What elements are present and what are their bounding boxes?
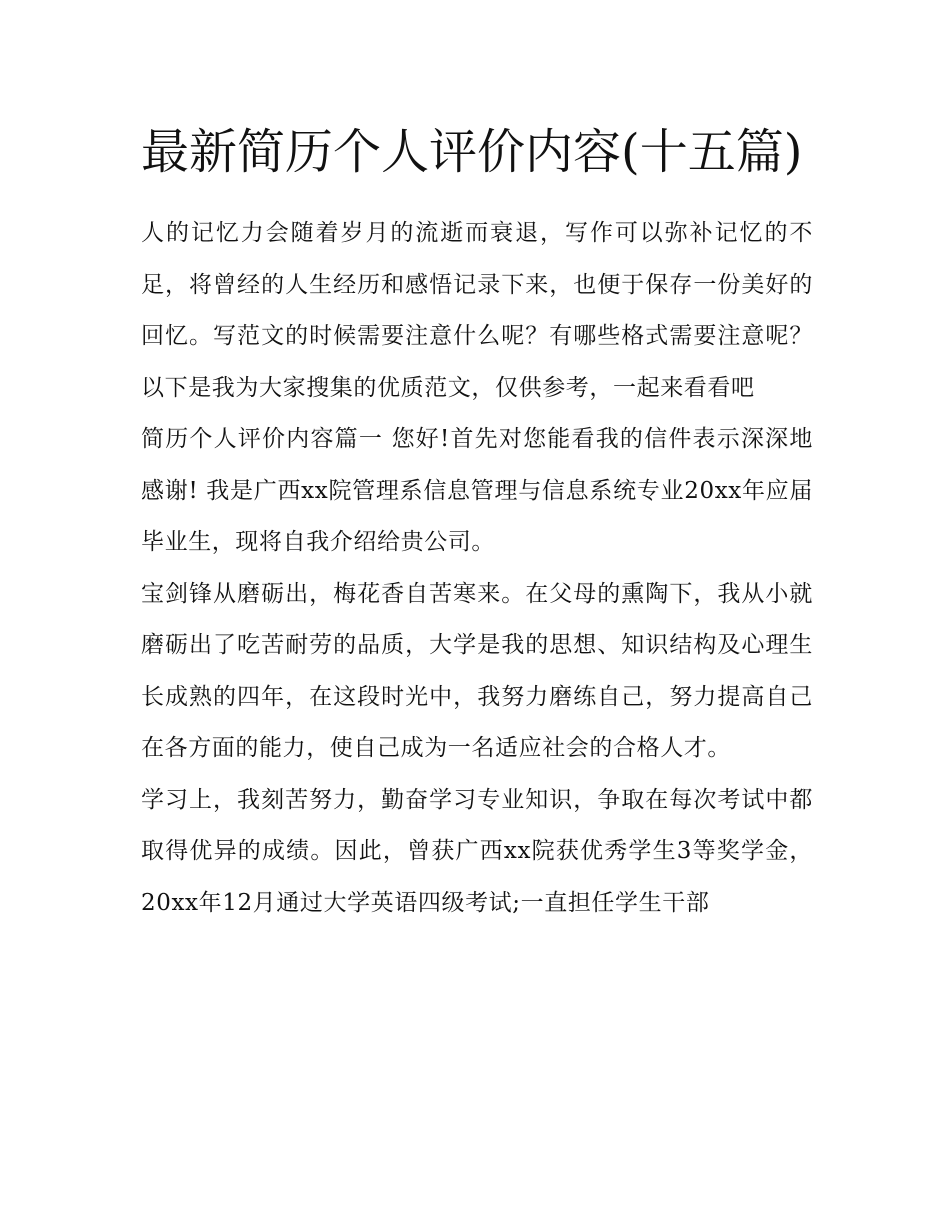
paragraph-greeting: 简历个人评价内容篇一 您好!首先对您能看我的信件表示深深地感谢! 我是广西xx院管理系信息管理与信息系统专业20xx年应届毕业生，现将自我介绍给贵公司。 [141, 426, 813, 555]
document-page [141, 112, 813, 929]
document-title: 最新简历个人评价内容(十五篇) [141, 124, 803, 180]
title-block [141, 112, 813, 192]
paragraph-study: 学习上，我刻苦努力，勤奋学习专业知识，争取在每次考试中都取得优异的成绩。因此，曾获广西xx院获优秀学生3等奖学金，20xx年12月通过大学英语四级考试;一直担任学生干部 [141, 786, 813, 916]
paragraph-character: 宝剑锋从磨砺出，梅花香自苦寒来。在父母的熏陶下，我从小就磨砺出了吃苦耐劳的品质，大学是我的思想、知识结构及心理生长成熟的四年，在这段时光中，我努力磨练自己，努力提高自己在各方面的能力，使自己成为一名适应社会的合格人才。 [141, 580, 813, 761]
paragraph-intro: 人的记忆力会随着岁月的流逝而衰退，写作可以弥补记忆的不足，将曾经的人生经历和感悟记录下来，也便于保存一份美好的回忆。写范文的时候需要注意什么呢？有哪些格式需要注意呢？以下是我为大家搜集的优质范文，仅供参考，一起来看看吧 [141, 220, 813, 401]
